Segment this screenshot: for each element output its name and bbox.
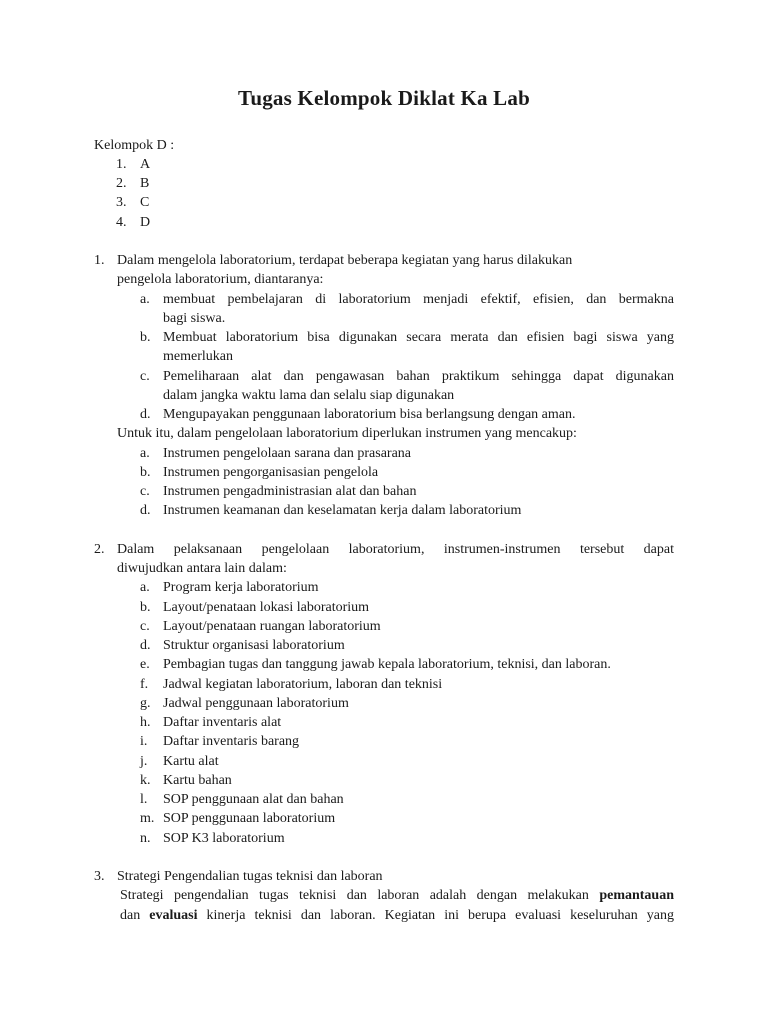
- list-marker: g.: [140, 696, 151, 711]
- list-marker: n.: [140, 831, 151, 846]
- section1-followup: Untuk itu, dalam pengelolaan laboratorium diperlukan instrumen yang mencakup:: [117, 426, 577, 441]
- member-number: 1.: [116, 157, 127, 172]
- list-marker: b.: [140, 330, 151, 345]
- instrument-item: Instrumen pengadministrasian alat dan bahan: [163, 484, 417, 499]
- list-marker: d.: [140, 638, 151, 653]
- list-item-text: Daftar inventaris barang: [163, 734, 300, 749]
- list-marker: d.: [140, 503, 151, 518]
- list-item-text: Jadwal penggunaan laboratorium: [163, 696, 349, 711]
- list-item-text: Program kerja laboratorium: [163, 580, 319, 595]
- list-marker: c.: [140, 369, 150, 384]
- section3-paragraph-line: [120, 886, 674, 905]
- list-item-text: SOP K3 laboratorium: [163, 831, 285, 846]
- section1-intro: Dalam mengelola laboratorium, terdapat beberapa kegiatan yang harus dilakukan: [117, 253, 573, 268]
- list-marker: a.: [140, 580, 150, 595]
- member-name: D: [140, 215, 151, 230]
- list-marker: j.: [140, 754, 148, 769]
- list-marker: f.: [140, 677, 149, 692]
- member-name: B: [140, 176, 150, 191]
- section2-intro: diwujudkan antara lain dalam:: [117, 561, 287, 576]
- list-marker: h.: [140, 715, 151, 730]
- member-name: A: [140, 157, 151, 172]
- list-marker: i.: [140, 734, 148, 749]
- member-number: 4.: [116, 215, 127, 230]
- list-item-text: Struktur organisasi laboratorium: [163, 638, 345, 653]
- section-number: 3.: [94, 869, 105, 884]
- list-item-text: Pembagian tugas dan tanggung jawab kepala laboratorium, teknisi, dan laboran.: [163, 657, 611, 672]
- member-number: 2.: [116, 176, 127, 191]
- list-marker: b.: [140, 465, 151, 480]
- list-item-text: membuat pembelajaran di laboratorium menjadi efektif, efisien, dan bermakna: [163, 292, 674, 307]
- list-marker: a.: [140, 446, 150, 461]
- list-marker: c.: [140, 484, 150, 499]
- list-marker: e.: [140, 657, 150, 672]
- list-marker: d.: [140, 407, 151, 422]
- list-item-text: Kartu bahan: [163, 773, 232, 788]
- list-item-text: SOP penggunaan laboratorium: [163, 811, 336, 826]
- document-title: Tugas Kelompok Diklat Ka Lab: [238, 86, 530, 110]
- instrument-item: Instrumen pengelolaan sarana dan prasarana: [163, 446, 411, 461]
- list-item-text: Layout/penataan lokasi laboratorium: [163, 600, 370, 615]
- paragraph-text: kinerja teknisi dan laboran. Kegiatan ini berupa evaluasi keseluruhan yang: [197, 908, 674, 923]
- emphasis-evaluasi: evaluasi: [149, 908, 198, 923]
- section2-intro: Dalam pelaksanaan pengelolaan laboratorium, instrumen-instrumen tersebut dapat: [117, 542, 674, 557]
- emphasis-pemantauan: pemantauan: [599, 888, 674, 903]
- list-marker: b.: [140, 600, 151, 615]
- list-item-text: Pemeliharaan alat dan pengawasan bahan praktikum sehingga dapat digunakan: [163, 369, 674, 384]
- list-item-text: Kartu alat: [163, 754, 219, 769]
- list-item-text: Jadwal kegiatan laboratorium, laboran dan teknisi: [163, 677, 443, 692]
- list-item-text: dalam jangka waktu lama dan selalu siap digunakan: [163, 388, 455, 403]
- list-item-text: Daftar inventaris alat: [163, 715, 282, 730]
- paragraph-text: dan: [120, 908, 150, 923]
- section3-paragraph-line: [120, 906, 674, 925]
- list-marker: a.: [140, 292, 150, 307]
- member-name: C: [140, 195, 150, 210]
- instrument-item: Instrumen keamanan dan keselamatan kerja dalam laboratorium: [163, 503, 522, 518]
- list-item-text: Layout/penataan ruangan laboratorium: [163, 619, 381, 634]
- list-item-text: bagi siswa.: [163, 311, 226, 326]
- section3-heading: Strategi Pengendalian tugas teknisi dan laboran: [117, 869, 383, 884]
- instrument-item: Instrumen pengorganisasian pengelola: [163, 465, 379, 480]
- list-marker: k.: [140, 773, 151, 788]
- member-number: 3.: [116, 195, 127, 210]
- group-label: Kelompok D :: [94, 138, 175, 153]
- list-marker: c.: [140, 619, 150, 634]
- section1-intro: pengelola laboratorium, diantaranya:: [117, 272, 324, 287]
- paragraph-text: Strategi pengendalian tugas teknisi dan laboran adalah dengan melakukan: [120, 888, 600, 903]
- list-item-text: memerlukan: [163, 349, 233, 364]
- list-item-text: Membuat laboratorium bisa digunakan secara merata dan efisien bagi siswa yang: [163, 330, 674, 345]
- section-number: 1.: [94, 253, 105, 268]
- section-number: 2.: [94, 542, 105, 557]
- list-marker: m.: [140, 811, 155, 826]
- list-marker: l.: [140, 792, 148, 807]
- list-item-text: Mengupayakan penggunaan laboratorium bisa berlangsung dengan aman.: [163, 407, 576, 422]
- list-item-text: SOP penggunaan alat dan bahan: [163, 792, 344, 807]
